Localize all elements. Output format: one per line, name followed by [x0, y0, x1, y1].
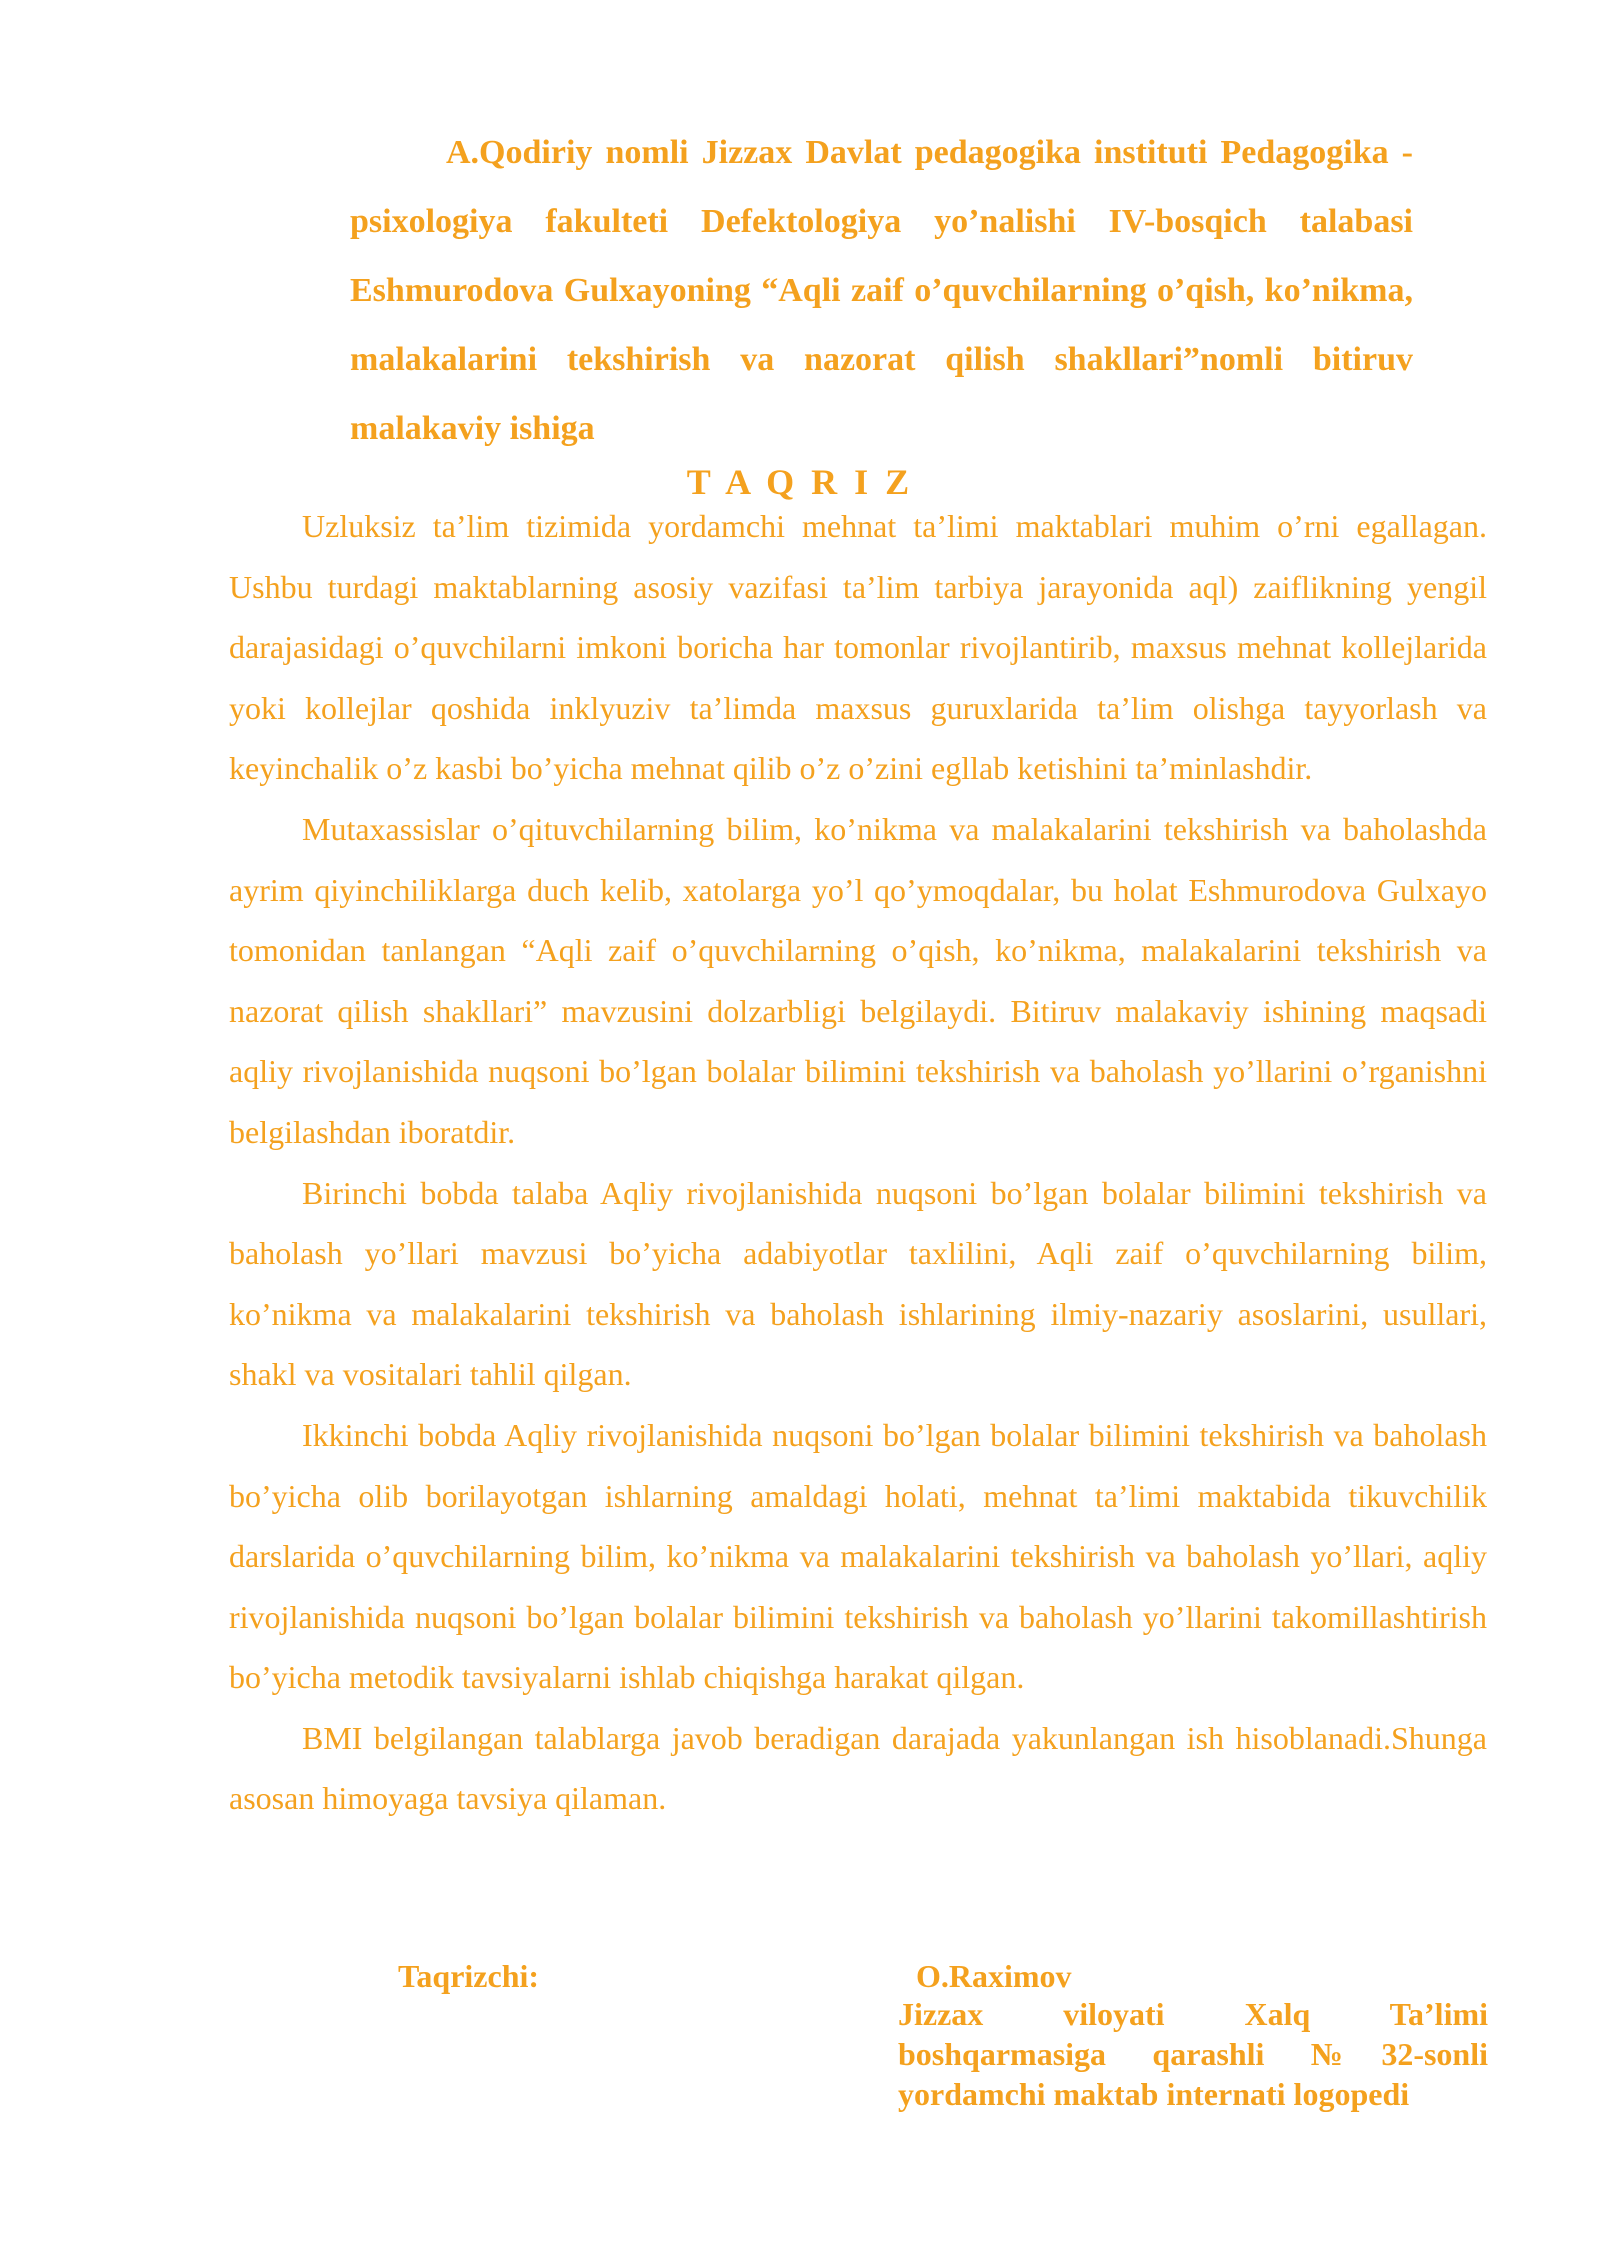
heading-text: A.Qodiriy nomli Jizzax Davlat pedagogika instituti Pedagogika - psixologiya fakulteti Defektologiya yo’nalishi IV-bosqich talabasi Eshmurodova Gulxayoning “Aqli zaif o’quvchilarning o’qish, ko’nikma, malakalarini tekshirish va nazorat qilish shakllari”nomli bitiruv malakaviy ishiga: [350, 134, 1413, 447]
reviewer-label: Taqrizchi:: [398, 1958, 540, 1994]
paragraph-2: Mutaxassislar o’qituvchilarning bilim, ko’nikma va malakalarini tekshirish va baholashda ayrim qiyinchiliklarga duch kelib, xatolarga yo’l qo’ymoqdalar, bu holat Eshmurodova Gulxayo tomonidan tanlangan “Aqli zaif o’quvchilarning o’qish, ko’nikma, malakalarini tekshirish va nazorat qilish shakllari” mavzusini dolzarbligi belgilaydi. Bitiruv malakaviy ishining maqsadi aqliy rivojlanishida nuqsoni bo’lgan bolalar bilimini tekshirish va baholash yo’llarini o’rganishni belgilashdan iboratdir.: [229, 810, 1487, 1150]
document-title: T A Q R I Z: [686, 462, 914, 502]
document-heading: [350, 118, 1413, 463]
document-body: [229, 496, 1487, 1829]
paragraph-5: BMI belgilangan talablarga javob beradigan darajada yakunlangan ish hisoblanadi.Shunga asosan himoyaga tavsiya qilaman.: [229, 1719, 1487, 1817]
paragraph-3: Birinchi bobda talaba Aqliy rivojlanishida nuqsoni bo’lgan bolalar bilimini tekshirish va baholash yo’llari mavzusi bo’yicha adabiyotlar taxlilini, Aqli zaif o’quvchilarning bilim, ko’nikma va malakalarini tekshirish va baholash ishlarining ilmiy-nazariy asoslarini, usullari, shakl va vositalari tahlil qilgan.: [229, 1174, 1487, 1393]
reviewer-position: Jizzax viloyati Xalq Ta’limi boshqarmasiga qarashli №32-sonli yordamchi maktab internati logopedi: [898, 1996, 1488, 2112]
paragraph-1: Uzluksiz ta’lim tizimida yordamchi mehnat ta’limi maktablari muhim o’rni egallagan. Ushbu turdagi maktablarning asosiy vazifasi ta’lim tarbiya jarayonida aql) zaiflikning yengil darajasidagi o’quvchilarni imkoni boricha har tomonlar rivojlantirib, maxsus mehnat kollejlarida yoki kollejlar qoshida inklyuziv ta’limda maxsus guruxlarida ta’lim olishga tayyorlash va keyinchalik o’z kasbi bo’yicha mehnat qilib o’z o’zini egllab ketishini ta’minlashdir.: [229, 508, 1487, 787]
paragraph-4: Ikkinchi bobda Aqliy rivojlanishida nuqsoni bo’lgan bolalar bilimini tekshirish va baholash bo’yicha olib borilayotgan ishlarning amaldagi holati, mehnat ta’limi maktabida tikuvchilik darslarida o’quvchilarning bilim, ko’nikma va malakalarini tekshirish va baholash yo’llari, aqliy rivojlanishida nuqsoni bo’lgan bolalar bilimini tekshirish va baholash yo’llarini takomillashtirish bo’yicha metodik tavsiyalarni ishlab chiqishga harakat qilgan.: [229, 1416, 1487, 1696]
reviewer-name: O.Raximov: [916, 1958, 1072, 1994]
